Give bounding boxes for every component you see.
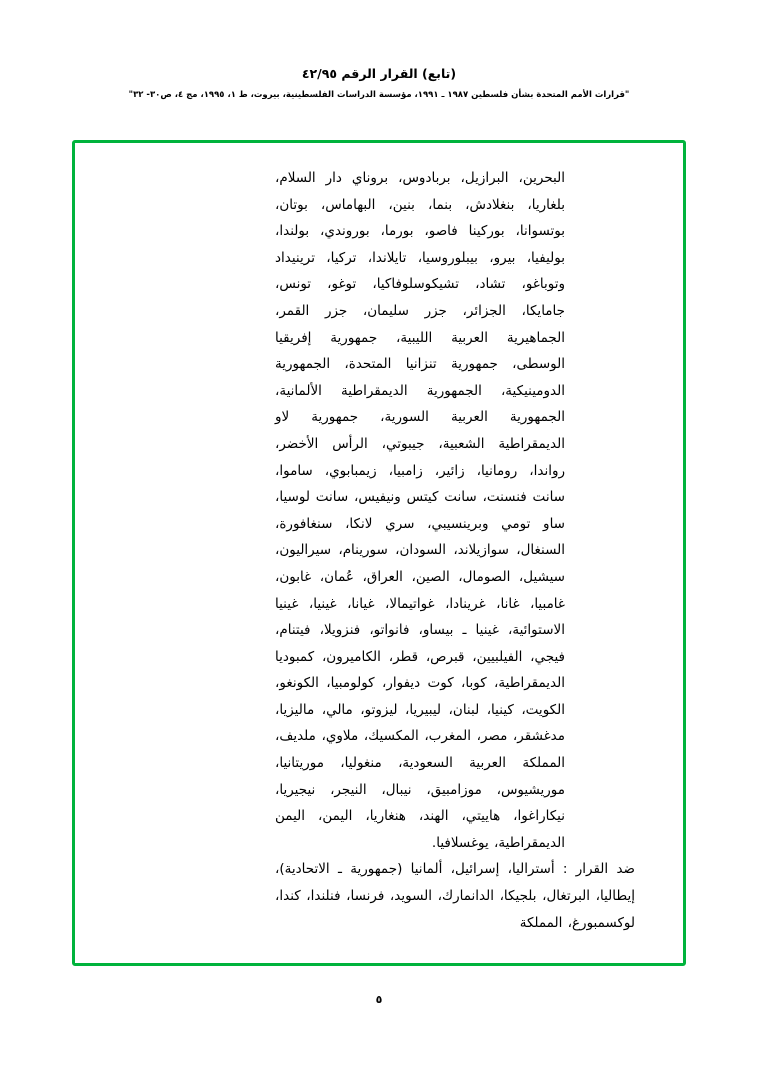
- vote-against-list: أستراليا، إسرائيل، ألمانيا (جمهورية ـ الاتحادية)، إيطاليا، البرتغال، بلجيكا، الدانمارك، السويد، فرنسا، فنلندا، كندا، لوكسمبورغ، المملكة: [275, 861, 635, 931]
- vote-against-paragraph: [275, 856, 635, 936]
- states-list-paragraph: البحرين، البرازيل، بربادوس، بروناي دار السلام، بلغاريا، بنغلادش، بنما، بنين، البهاماس، بوتان، بوتسوانا، بوركينا فاصو، بورما، بوروندي، بولندا، بوليفيا، بيرو، بيبلوروسيا، تايلاندا، تركيا، ترينيداد وتوباغو، تشاد، تشيكوسلوفاكيا، توغو، تونس، جامايكا، الجزائر، جزر سليمان، جزر القمر، الجماهيرية العربية الليبية، جمهورية إفريقيا الوسطى، جمهورية تنزانيا المتحدة، الجمهورية الدومينيكية، الجمهورية الديمقراطية الألمانية، الجمهورية العربية السورية، جمهورية لاو الديمقراطية الشعبية، جيبوتي، الرأس الأخضر، رواندا، رومانيا، زائير، زامبيا، زيمبابوي، ساموا، سانت فنسنت، سانت كيتس ونيفيس، سانت لوسيا، ساو تومي وبرينسيبي، سري لانكا، سنغافورة، السنغال، سوازيلاند، السودان، سورينام، سيراليون، سيشيل، الصومال، الصين، العراق، عُمان، غابون، غامبيا، غانا، غرينادا، غواتيمالا، غيانا، غينيا، غينيا الاستوائية، غينيا ـ بيساو، فانواتو، فنزويلا، فيتنام، فيجي، الفيلبيين، قبرص، قطر، الكاميرون، كمبوديا الديمقراطية، كوبا، كوت ديفوار، كولومبيا، الكونغو، الكويت، كينيا، لبنان، ليبيريا، ليزوتو، مالي، ماليزيا، مدغشقر، مصر، المغرب، المكسيك، ملاوي، ملديف، المملكة العربية السعودية، منغوليا، موريتانيا، موريشيوس، موزامبيق، نيبال، النيجر، نيجيريا، نيكاراغوا، هاييتي، الهند، هنغاريا، اليمن، اليمن الديمقراطية، يوغسلافيا.: [275, 170, 565, 851]
- page-number: ٥: [375, 993, 383, 1006]
- frame-content: [95, 165, 663, 949]
- source-citation: "قرارات الأمم المتحدة بشأن فلسطين ١٩٨٧ ـ ١٩٩١، مؤسسة الدراسات الفلسطينية، بيروت، ط ١، ١٩٩٥، مج ٤، ص٣٠- ٣٢": [128, 90, 630, 100]
- page-header: [0, 0, 758, 100]
- green-border-frame: [72, 140, 686, 966]
- vote-against-label: ضد القرار :: [562, 861, 635, 878]
- page-title: (تابع) القرار الرقم ٤٢/٩٥: [301, 66, 457, 81]
